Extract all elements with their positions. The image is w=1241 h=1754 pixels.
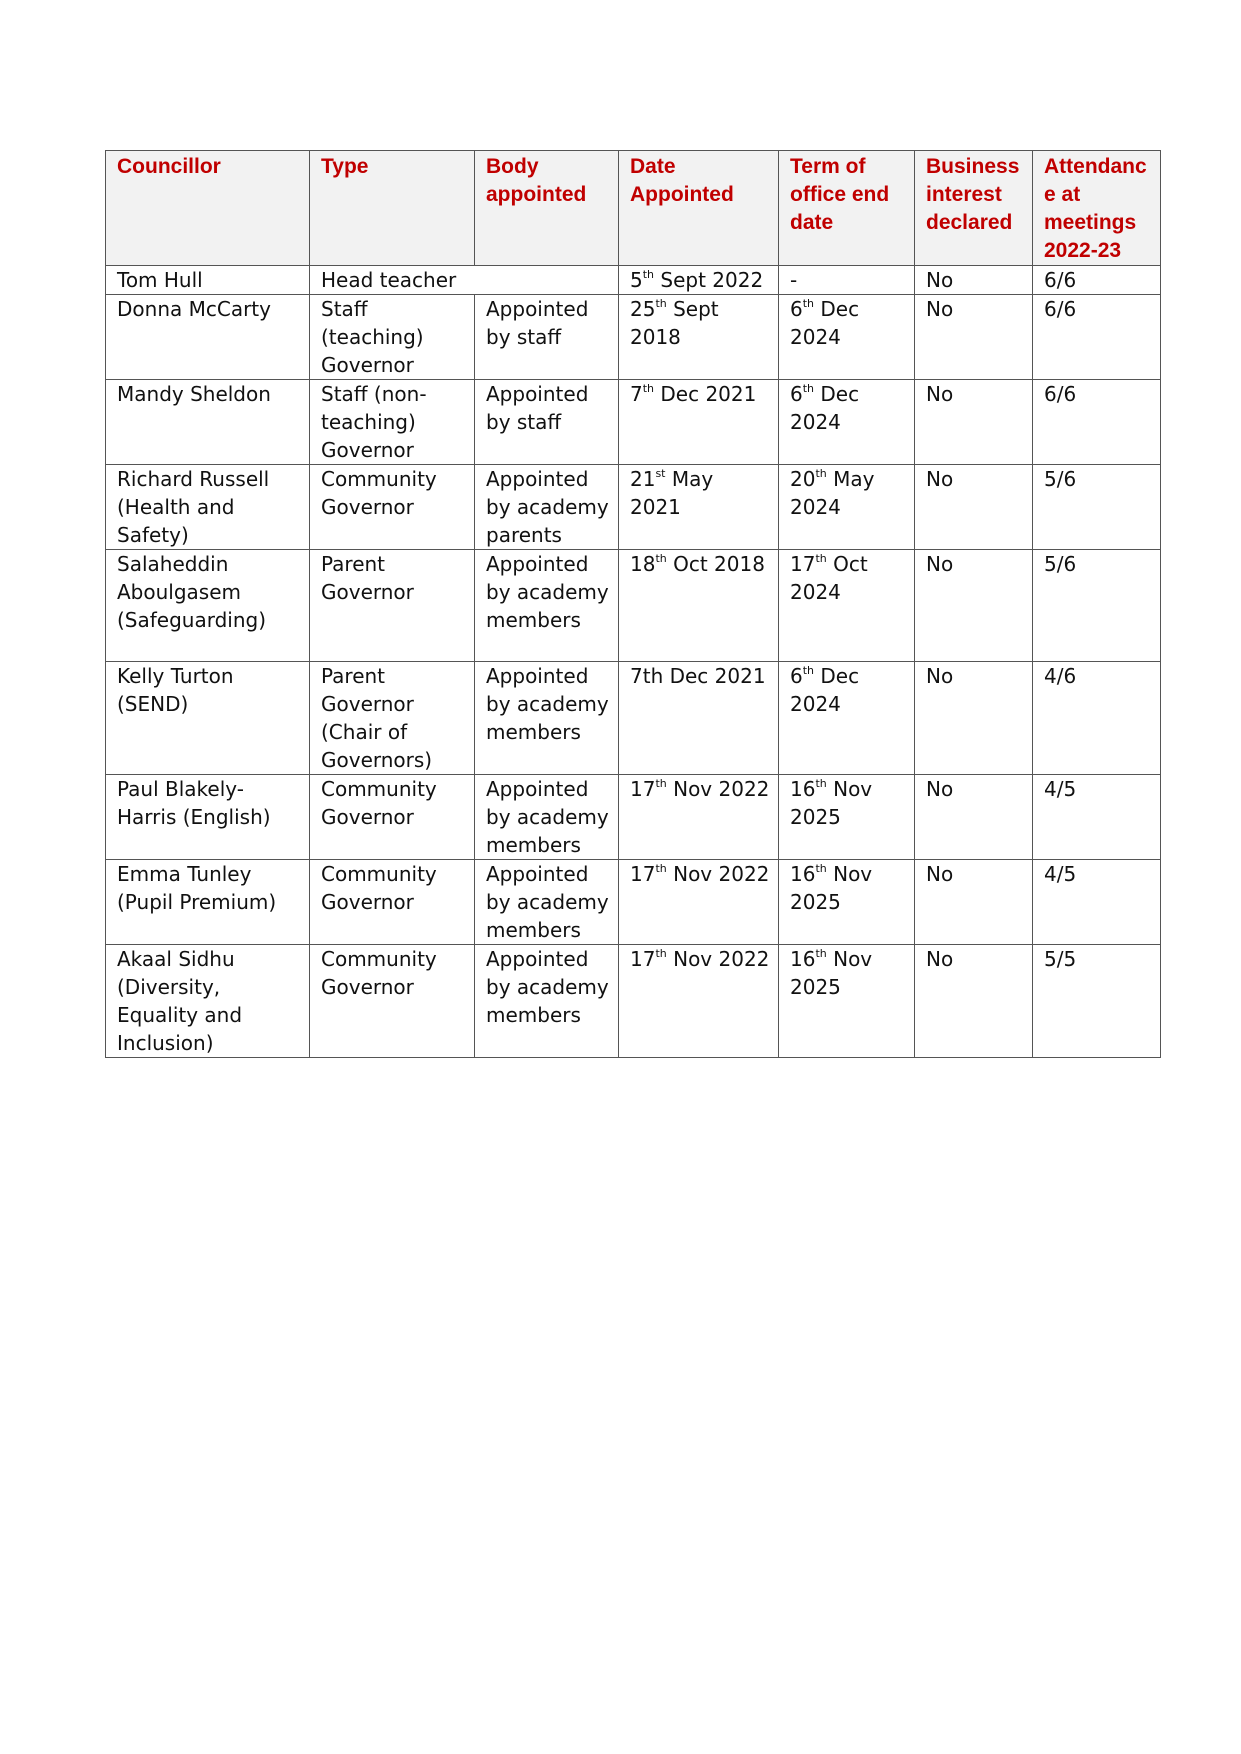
councillor-name: Richard Russell (Health and Safety) (106, 465, 310, 550)
date-appointed: 18th Oct 2018 (619, 550, 779, 662)
business-interest: No (915, 465, 1033, 550)
body-appointed: Appointed by staff (475, 295, 619, 380)
governor-type: Head teacher (310, 266, 619, 295)
body-appointed: Appointed by academy members (475, 775, 619, 860)
header-business-interest: Business interest declared (915, 151, 1033, 266)
attendance: 4/5 (1033, 775, 1161, 860)
table-row (106, 945, 1161, 1058)
governor-type: Staff (non-teaching) Governor (310, 380, 475, 465)
councillor-name: Donna McCarty (106, 295, 310, 380)
governor-type: Staff (teaching) Governor (310, 295, 475, 380)
body-appointed: Appointed by academy members (475, 662, 619, 775)
body-appointed: Appointed by academy members (475, 550, 619, 662)
governor-type: Parent Governor (310, 550, 475, 662)
attendance: 5/6 (1033, 465, 1161, 550)
table-row (106, 295, 1161, 380)
attendance: 5/5 (1033, 945, 1161, 1058)
header-type: Type (310, 151, 475, 266)
table-row (106, 775, 1161, 860)
date-appointed: 5th Sept 2022 (619, 266, 779, 295)
governors-table (105, 150, 1161, 1058)
date-appointed: 17th Nov 2022 (619, 775, 779, 860)
business-interest: No (915, 550, 1033, 662)
councillor-name: Salaheddin Aboulgasem (Safeguarding) (106, 550, 310, 662)
business-interest: No (915, 295, 1033, 380)
date-appointed: 25th Sept 2018 (619, 295, 779, 380)
header-councillor: Councillor (106, 151, 310, 266)
term-end-date: 17th Oct 2024 (779, 550, 915, 662)
business-interest: No (915, 266, 1033, 295)
business-interest: No (915, 775, 1033, 860)
term-end-date: - (779, 266, 915, 295)
table-row (106, 860, 1161, 945)
term-end-date: 16th Nov 2025 (779, 860, 915, 945)
body-appointed: Appointed by staff (475, 380, 619, 465)
term-end-date: 6th Dec 2024 (779, 380, 915, 465)
attendance: 4/6 (1033, 662, 1161, 775)
term-end-date: 20th May 2024 (779, 465, 915, 550)
councillor-name: Emma Tunley (Pupil Premium) (106, 860, 310, 945)
date-appointed: 7th Dec 2021 (619, 380, 779, 465)
table-header-row (106, 151, 1161, 266)
body-appointed: Appointed by academy members (475, 860, 619, 945)
header-date-appointed: Date Appointed (619, 151, 779, 266)
body-appointed: Appointed by academy members (475, 945, 619, 1058)
attendance: 6/6 (1033, 266, 1161, 295)
table-row (106, 266, 1161, 295)
table-row (106, 465, 1161, 550)
attendance: 6/6 (1033, 295, 1161, 380)
term-end-date: 6th Dec 2024 (779, 295, 915, 380)
governor-type: Community Governor (310, 465, 475, 550)
header-term-end-date: Term of office end date (779, 151, 915, 266)
councillor-name: Mandy Sheldon (106, 380, 310, 465)
councillor-name: Tom Hull (106, 266, 310, 295)
business-interest: No (915, 860, 1033, 945)
attendance: 6/6 (1033, 380, 1161, 465)
header-body-appointed: Body appointed (475, 151, 619, 266)
governor-type: Community Governor (310, 860, 475, 945)
body-appointed: Appointed by academy parents (475, 465, 619, 550)
councillor-name: Akaal Sidhu (Diversity, Equality and Inclusion) (106, 945, 310, 1058)
table-row (106, 550, 1161, 662)
date-appointed: 7th Dec 2021 (619, 662, 779, 775)
term-end-date: 16th Nov 2025 (779, 775, 915, 860)
date-appointed: 21st May 2021 (619, 465, 779, 550)
governor-type: Community Governor (310, 945, 475, 1058)
date-appointed: 17th Nov 2022 (619, 860, 779, 945)
governor-type: Parent Governor (Chair of Governors) (310, 662, 475, 775)
business-interest: No (915, 380, 1033, 465)
header-attendance: Attendance at meetings 2022-23 (1033, 151, 1161, 266)
table-row (106, 662, 1161, 775)
term-end-date: 16th Nov 2025 (779, 945, 915, 1058)
business-interest: No (915, 662, 1033, 775)
councillor-name: Kelly Turton (SEND) (106, 662, 310, 775)
attendance: 5/6 (1033, 550, 1161, 662)
date-appointed: 17th Nov 2022 (619, 945, 779, 1058)
governor-type: Community Governor (310, 775, 475, 860)
business-interest: No (915, 945, 1033, 1058)
councillor-name: Paul Blakely-Harris (English) (106, 775, 310, 860)
table-row (106, 380, 1161, 465)
term-end-date: 6th Dec 2024 (779, 662, 915, 775)
attendance: 4/5 (1033, 860, 1161, 945)
